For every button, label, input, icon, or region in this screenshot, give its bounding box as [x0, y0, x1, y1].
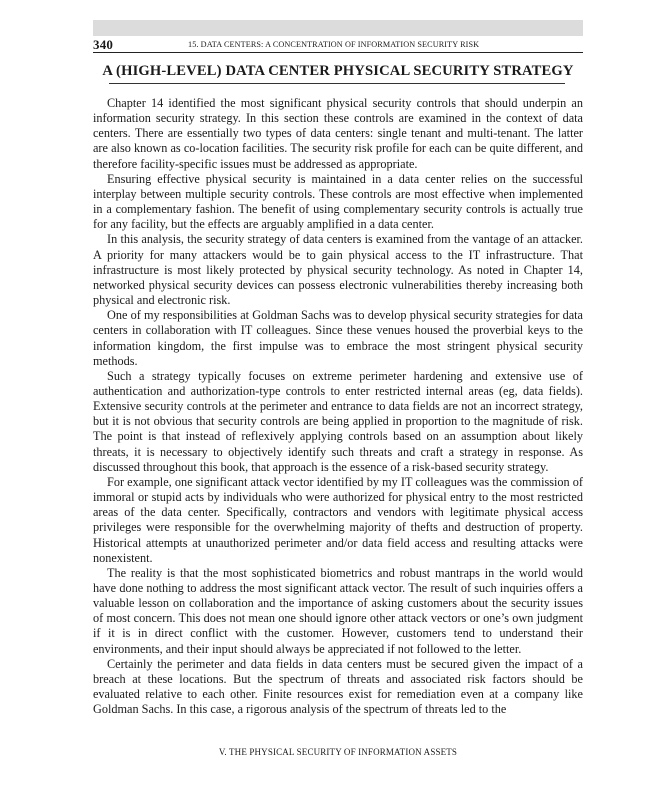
running-head: 15. DATA CENTERS: A CONCENTRATION OF INFORMATION SECURITY RISK: [188, 40, 480, 49]
body-text: [93, 96, 583, 717]
title-rule: [109, 83, 565, 84]
paragraph: Certainly the perimeter and data fields in data centers must be secured given the impact of a breach at these locations. But the spectrum of threats and associated risk factors should be evaluated relative to each other. Finite resources exist for remediation even at a company like Goldman Sachs. In this case, a rigorous analysis of the spectrum of threats led to the: [93, 656, 583, 717]
page-header: [93, 20, 583, 54]
paragraph: One of my responsibilities at Goldman Sachs was to develop physical security strategies for data centers in collaboration with IT colleagues. Since these venues housed the proverbial keys to the information kingdom, the first impulse was to embrace the most stringent physical security methods.: [93, 308, 583, 368]
header-rule: [93, 52, 583, 53]
paragraph: In this analysis, the security strategy of data centers is examined from the vantage of an attacker. A priority for many attackers would be to gain physical access to the IT infrastructure. That infrastructure is most likely protected by physical security technology. As noted in Chapter 14, networked physical security devices can possess electronic vulnerabilities thereby increasing both physical and electronic risk.: [93, 232, 583, 308]
page-footer: V. THE PHYSICAL SECURITY OF INFORMATION ASSETS: [218, 747, 458, 757]
section-title: A (HIGH-LEVEL) DATA CENTER PHYSICAL SECURITY STRATEGY: [102, 63, 574, 79]
header-bar: [93, 20, 583, 36]
page-number: 340: [93, 37, 114, 52]
paragraph: Ensuring effective physical security is maintained in a data center relies on the successful interplay between multiple security controls. These controls are most effective when implemented in a complementary fashion. The benefit of using complementary security controls is actually true for any facility, but the effects are arguably amplified in a data center.: [93, 171, 583, 232]
paragraph: For example, one significant attack vector identified by my IT colleagues was the commission of immoral or stupid acts by individuals who were authorized for physical entry to the most restricted areas of the data center. Specifically, contractors and vendors with legitimate physical access privileges were responsible for the overwhelming majority of thefts and destruction of property. Historical attempts at unauthorized perimeter and/or data field access and resulting attacks were nonexistent.: [93, 474, 583, 565]
paragraph: Chapter 14 identified the most significant physical security controls that should underpin an information security strategy. In this section these controls are examined in the context of data centers. There are essentially two types of data centers: single tenant and multi-tenant. The latter are also known as co-location facilities. The security risk profile for each can be quite different, and therefore facility-specific issues must be addressed as appropriate.: [93, 96, 583, 171]
paragraph: The reality is that the most sophisticated biometrics and robust mantraps in the world would have done nothing to address the most significant attack vector. The result of such inquiries offers a valuable lesson on collaboration and the importance of asking customers about the security issues of most concern. This does not mean one should ignore other attack vectors or one’s own judgment if it is in direct conflict with the customer. However, customers tend to understand their environments, and their input should always be appreciated if not followed to the letter.: [93, 565, 583, 656]
paragraph: Such a strategy typically focuses on extreme perimeter hardening and extensive use of authentication and authorization-type controls to enter restricted internal areas (eg, data fields). Extensive security controls at the perimeter and entrance to data fields are not an incorrect strategy, but it is not obvious that security controls are being applied in proportion to the magnitude of risk. The point is that instead of reflexively applying controls based on an assumption about likely threats, it is necessary to objectively identify such threats and craft a strategy in response. As discussed throughout this book, that approach is the essence of a risk-based security strategy.: [93, 368, 583, 474]
